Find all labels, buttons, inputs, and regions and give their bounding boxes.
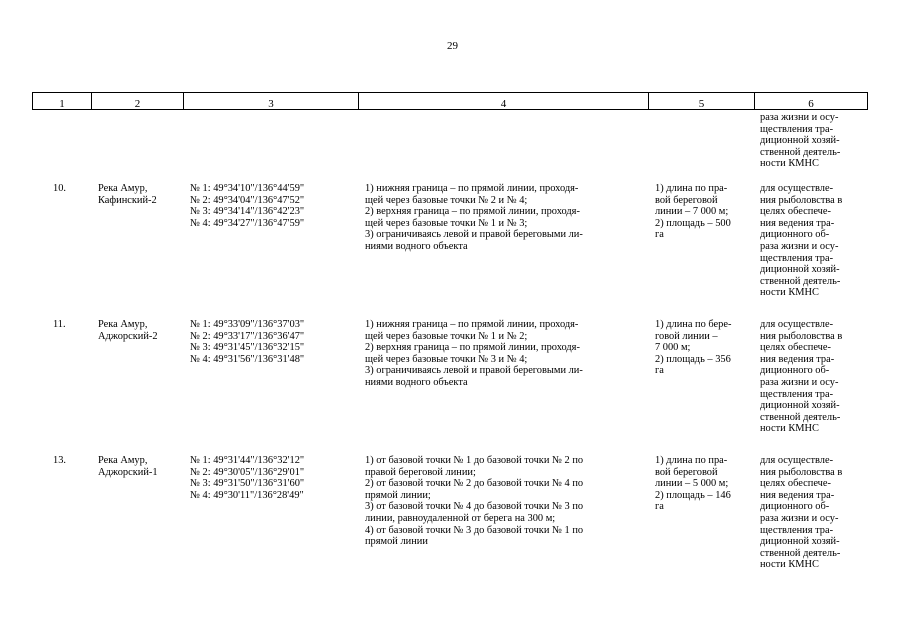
row-coordinates: № 1: 49°34'10"/136°44'59" № 2: 49°34'04"/136°47'52" № 3: 49°34'14"/136°42'23" № 4: 49°34'27"/136°47'59" — [190, 183, 305, 229]
row-size: 1) длина по пра- вой береговой линии – 5 000 м; 2) площадь – 146 га — [655, 455, 731, 513]
row-number: 11. — [53, 319, 66, 330]
row-number: 10. — [53, 183, 66, 194]
carryover-purpose: раза жизни и осу- ществления тра- диционной хозяй- ственной деятель- ности КМНС — [760, 112, 841, 170]
row-coordinates: № 1: 49°31'44"/136°32'12" № 2: 49°30'05"/136°29'01" № 3: 49°31'50"/136°31'60" № 4: 49°30'11"/136°28'49" — [190, 455, 305, 501]
row-description: 1) нижняя граница – по прямой линии, проходя- щей через базовые точки № 2 и № 4; 2) верхняя граница – по прямой линии, проходя- щей через базовые точки № 1 и № 3; 3) ограничиваясь левой и правой береговыми ли- ниями водного объекта — [365, 183, 583, 252]
row-number: 13. — [53, 455, 66, 466]
row-coordinates: № 1: 49°33'09"/136°37'03" № 2: 49°33'17"/136°36'47" № 3: 49°31'45"/136°32'15" № 4: 49°31'56"/136°31'48" — [190, 319, 305, 365]
header-col-2: 2 — [134, 98, 141, 110]
header-col-3: 3 — [268, 98, 274, 110]
row-name: Река Амур, Аджорский-1 — [98, 455, 158, 478]
header-col-1: 1 — [59, 98, 65, 110]
page-number: 29 — [447, 40, 458, 52]
row-purpose: для осуществле- ния рыболовства в целях обеспече- ния ведения тра- диционного об- раза жизни и осу- ществления тра- диционной хозяй- ственной деятель- ности КМНС — [760, 455, 843, 571]
header-col-5: 5 — [698, 98, 705, 110]
row-name: Река Амур, Кафинский-2 — [98, 183, 157, 206]
table-header — [32, 92, 868, 110]
row-purpose: для осуществле- ния рыболовства в целях обеспече- ния ведения тра- диционного об- раза жизни и осу- ществления тра- диционной хозяй- ственной деятель- ности КМНС — [760, 183, 843, 299]
row-description: 1) от базовой точки № 1 до базовой точки № 2 по правой береговой линии; 2) от базовой точки № 2 до базовой точки № 4 по прямой линии; 3) от базовой точки № 4 до базовой точки № 3 по линии, равноудаленной от берега на 300 м; 4) от базовой точки № 3 до базовой точки № 1 по прямой линии — [365, 455, 584, 548]
row-size: 1) длина по бере- говой линии – 7 000 м; 2) площадь – 356 га — [655, 319, 732, 377]
header-col-6: 6 — [808, 98, 814, 110]
row-name: Река Амур, Аджорский-2 — [98, 319, 158, 342]
row-description: 1) нижняя граница – по прямой линии, проходя- щей через базовые точки № 1 и № 2; 2) верхняя граница – по прямой линии, проходя- щей через базовые точки № 3 и № 4; 3) ограничиваясь левой и правой береговыми ли- ниями водного объекта — [365, 319, 583, 388]
row-purpose: для осуществле- ния рыболовства в целях обеспече- ния ведения тра- диционного об- раза жизни и осу- ществления тра- диционной хозяй- ственной деятель- ности КМНС — [760, 319, 843, 435]
header-col-4: 4 — [500, 98, 507, 110]
row-size: 1) длина по пра- вой береговой линии – 7 000 м; 2) площадь – 500 га — [655, 183, 731, 241]
